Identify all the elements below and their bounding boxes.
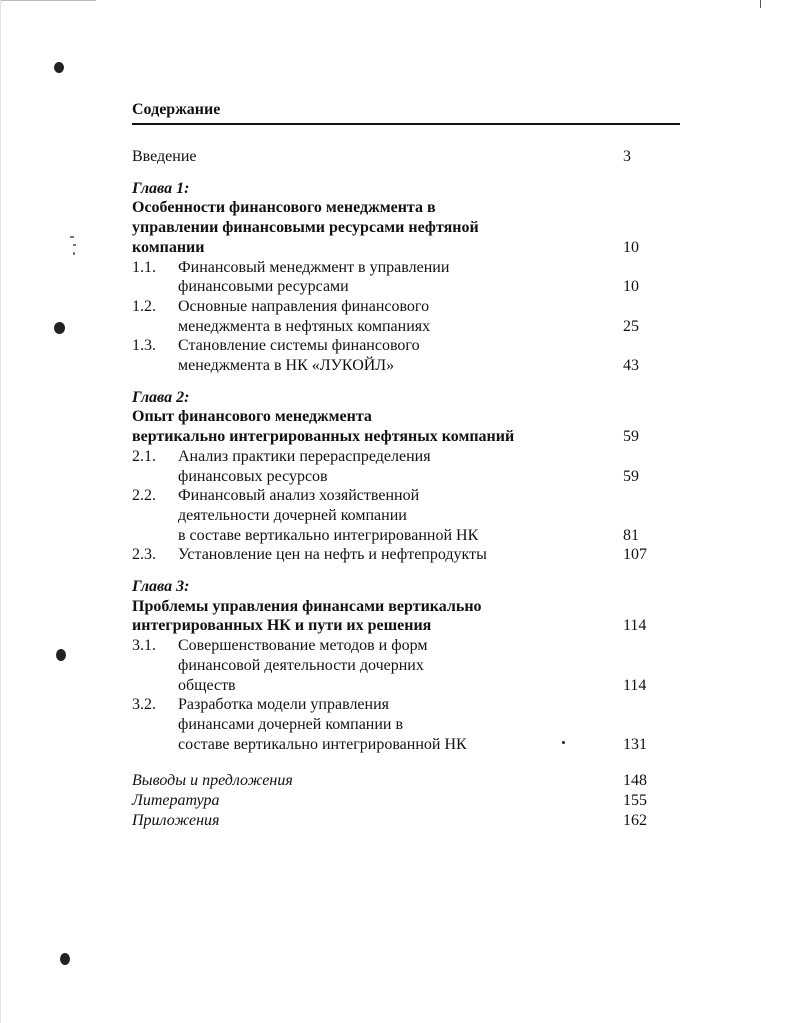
toc-page-number: 59: [623, 467, 639, 485]
scan-edge-line: [0, 0, 96, 1]
spacer: [132, 376, 680, 388]
section-title-line: деятельности дочерней компании: [178, 506, 407, 524]
section-number: 3.2.: [132, 696, 156, 714]
chapter-3-label: Глава 3:: [132, 578, 190, 596]
toc-page-number: 131: [623, 735, 647, 753]
page-title: Содержание: [132, 100, 680, 125]
scan-speckle: [73, 244, 76, 246]
section-title-line: в составе вертикально интегрированной НК: [178, 526, 479, 544]
table-of-contents-page: [132, 100, 680, 831]
toc-entry-1-2[interactable]: [132, 297, 680, 317]
section-title-line: Установление цен на нефть и нефтепродукты: [178, 546, 487, 564]
toc-entry-label: Введение: [132, 148, 197, 165]
toc-entry-2-1-cont[interactable]: [132, 467, 680, 487]
section-title-line: Анализ практики перераспределения: [178, 447, 431, 465]
toc-entry-label: Приложения: [132, 811, 220, 829]
chapter-2-label: Глава 2:: [132, 388, 190, 406]
chapter-1-title-line[interactable]: управлении финансовыми ресурсами нефтяной: [132, 219, 479, 237]
toc-entry-2-2-cont[interactable]: [132, 526, 680, 546]
toc-page-number: 3: [623, 148, 631, 165]
toc-entry-conclusions[interactable]: [132, 771, 680, 791]
chapter-1-title-line[interactable]: Особенности финансового менеджмента в: [132, 199, 436, 217]
toc-entry-3-1-cont[interactable]: [132, 676, 680, 696]
binding-hole-mark: [56, 649, 66, 661]
section-title-line: Финансовый анализ хозяйственной: [178, 487, 420, 505]
toc-page-number: 10: [623, 278, 639, 296]
toc-page-number: 25: [623, 317, 639, 335]
section-title-line: финансовых ресурсов: [178, 467, 328, 485]
toc-entry-1-3[interactable]: [132, 336, 680, 356]
toc-entry-3-2-cont[interactable]: [132, 735, 680, 755]
toc-page-number: 114: [623, 676, 647, 694]
spacer: [132, 565, 680, 577]
toc-entry-2-3[interactable]: [132, 545, 680, 565]
scan-speckle: [73, 252, 75, 255]
section-title-line: финансовой деятельности дочерних: [178, 656, 424, 674]
toc-page-number: 81: [623, 526, 639, 544]
section-title-line: Основные направления финансового: [178, 297, 430, 315]
toc-entry-2-2-cont[interactable]: [132, 506, 680, 526]
section-number: 2.1.: [132, 447, 156, 465]
toc-page-number: 43: [623, 357, 639, 375]
section-title-line: Становление системы финансового: [178, 337, 420, 355]
toc-entry-3-2[interactable]: [132, 695, 680, 715]
section-title-line: менеджмента в нефтяных компаниях: [178, 317, 431, 335]
section-title-line: финансами дочерней компании в: [178, 715, 404, 733]
chapter-1-title-line[interactable]: компании 10: [132, 238, 639, 256]
toc-page-number: 10: [623, 238, 639, 256]
toc-entry-1-1[interactable]: [132, 258, 680, 278]
spacer: [132, 754, 680, 771]
chapter-2-title-line[interactable]: вертикально интегрированных нефтяных компаний 59: [132, 428, 639, 446]
toc-entry-appendices[interactable]: [132, 811, 680, 831]
section-number: 2.3.: [132, 546, 156, 564]
section-number: 1.1.: [132, 258, 156, 276]
toc-page-number: 148: [623, 772, 647, 790]
toc-entry-intro[interactable]: [132, 147, 680, 167]
chapter-1-label: Глава 1:: [132, 179, 190, 197]
section-number: 3.1.: [132, 637, 156, 655]
toc-entry-1-1-cont[interactable]: [132, 277, 680, 297]
section-title-line: финансовыми ресурсами: [178, 278, 349, 296]
toc-entry-label: Выводы и предложения: [132, 772, 293, 790]
toc-page-number: 107: [623, 546, 647, 564]
chapter-3-title-line[interactable]: интегрированных НК и пути их решения 114: [132, 617, 647, 635]
binding-hole-mark: [54, 62, 64, 73]
section-title-line: обществ: [178, 676, 236, 694]
section-title-line: менеджмента в НК «ЛУКОЙЛ»: [178, 357, 395, 375]
toc-page-number: 114: [623, 617, 647, 635]
toc-entry-1-3-cont[interactable]: [132, 356, 680, 376]
toc-page-number: 155: [623, 792, 647, 810]
section-title-line: Совершенствование методов и форм: [178, 637, 428, 655]
toc-list: [132, 147, 680, 831]
toc-entry-3-2-cont[interactable]: [132, 715, 680, 735]
binding-hole-mark: [54, 322, 65, 334]
section-title-line: Разработка модели управления: [178, 696, 390, 714]
toc-entry-label: Литература: [132, 792, 220, 810]
scan-left-edge: [0, 0, 1, 1023]
section-title-line: Финансовый менеджмент в управлении: [178, 258, 450, 276]
toc-page-number: 59: [623, 428, 639, 446]
section-number: 1.2.: [132, 297, 156, 315]
toc-entry-3-1[interactable]: [132, 636, 680, 656]
section-number: 2.2.: [132, 487, 156, 505]
chapter-2-title-line[interactable]: Опыт финансового менеджмента: [132, 408, 372, 426]
toc-entry-1-2-cont[interactable]: [132, 317, 680, 337]
toc-page-number: 162: [623, 811, 647, 829]
toc-entry-3-1-cont[interactable]: [132, 656, 680, 676]
section-number: 1.3.: [132, 337, 156, 355]
scan-speckle: [70, 236, 74, 238]
toc-entry-2-2[interactable]: [132, 486, 680, 506]
binding-hole-mark: [60, 953, 70, 965]
scan-edge-tick: [760, 0, 761, 8]
section-title-line: составе вертикально интегрированной НК: [178, 735, 467, 753]
chapter-3-title-line[interactable]: Проблемы управления финансами вертикально: [132, 597, 482, 615]
toc-entry-2-1[interactable]: [132, 447, 680, 467]
toc-entry-literature[interactable]: [132, 791, 680, 811]
